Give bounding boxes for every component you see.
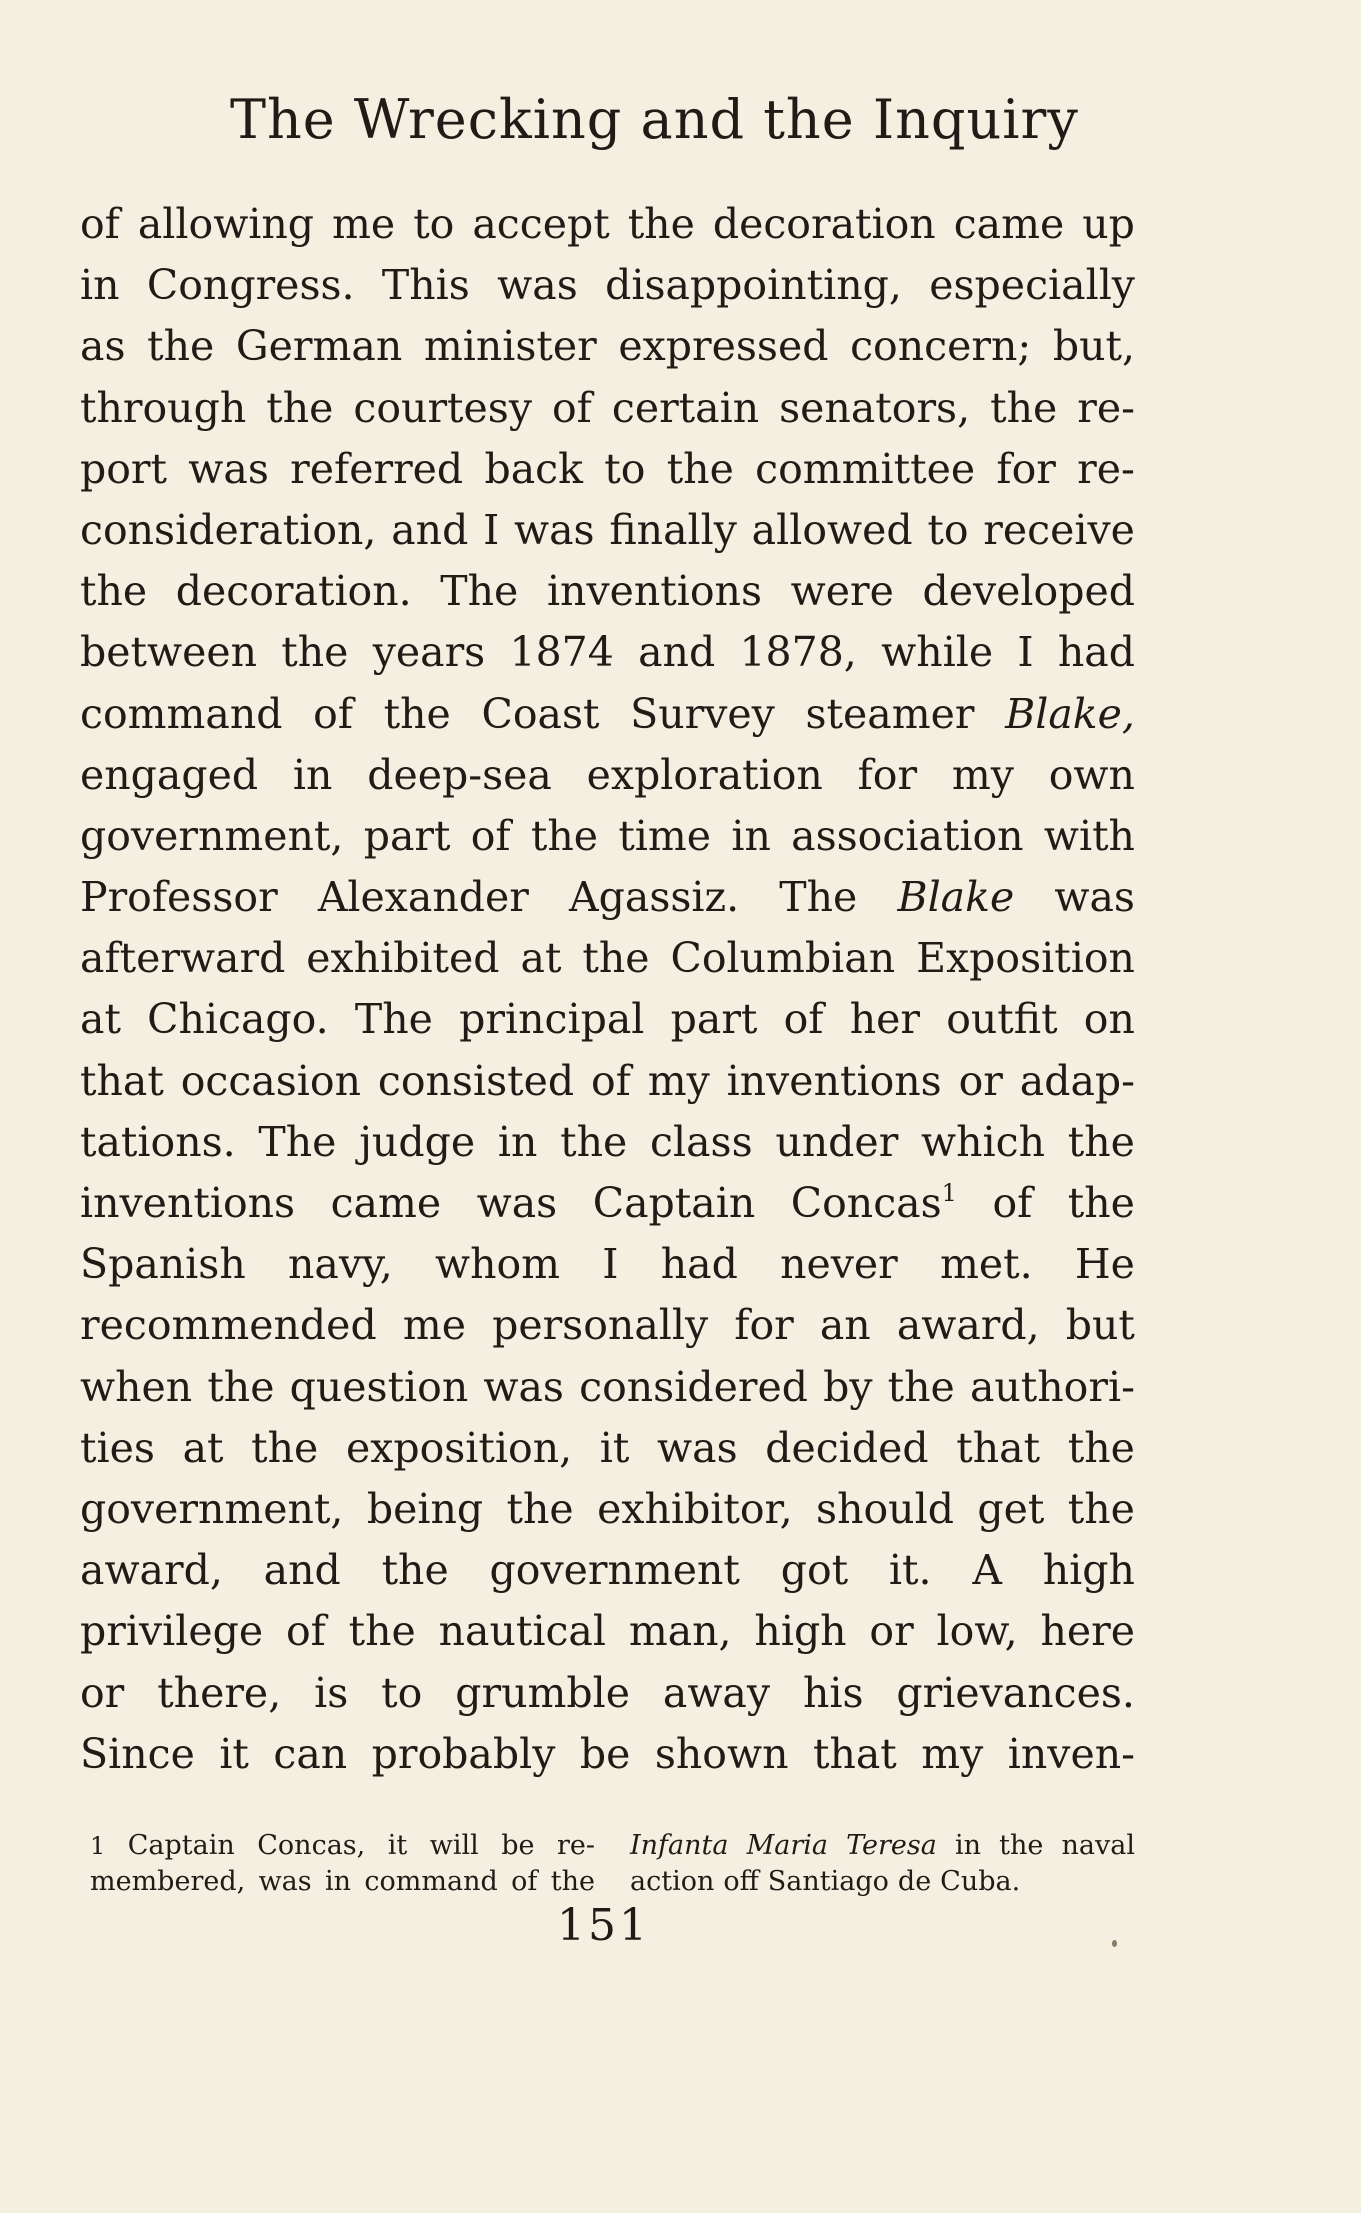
word: Exposition xyxy=(916,934,1135,983)
word: the xyxy=(990,383,1058,432)
word: Captain xyxy=(592,1179,756,1227)
word: of xyxy=(552,383,592,432)
word: of xyxy=(783,995,824,1044)
word: tations. xyxy=(80,1117,236,1166)
word: her xyxy=(849,995,920,1044)
word: This xyxy=(381,261,470,310)
word: in xyxy=(292,750,333,799)
word: principal xyxy=(459,995,645,1044)
word: personally xyxy=(492,1301,709,1350)
word: was xyxy=(188,444,269,493)
word: in xyxy=(497,1117,538,1166)
word: Columbian xyxy=(670,934,896,983)
text-line xyxy=(80,622,1135,683)
word: membered, xyxy=(90,1866,246,1897)
word: or xyxy=(80,1668,125,1717)
word: committee xyxy=(755,444,976,493)
word: or xyxy=(869,1607,914,1656)
word: my xyxy=(921,1729,984,1778)
word: government xyxy=(489,1546,740,1595)
word: decoration. xyxy=(175,567,412,616)
word: the xyxy=(1067,1484,1135,1533)
text-line xyxy=(80,1234,1135,1295)
word: but, xyxy=(1052,322,1135,371)
word: years xyxy=(372,628,486,677)
text-line xyxy=(80,1173,1135,1234)
word: had xyxy=(660,1240,738,1289)
word: Santiago xyxy=(767,1866,889,1897)
word: with xyxy=(1043,811,1135,860)
word: The xyxy=(354,995,433,1044)
word: that xyxy=(956,1423,1041,1472)
word: the xyxy=(1067,1179,1135,1227)
word: privilege xyxy=(80,1607,264,1656)
word: grumble xyxy=(455,1668,630,1717)
word: the xyxy=(251,1423,319,1472)
word: was xyxy=(476,1179,558,1227)
word: authori- xyxy=(969,1362,1135,1411)
word: developed xyxy=(922,567,1135,616)
word: the xyxy=(999,1830,1044,1861)
text-line xyxy=(80,1724,1135,1785)
word: grievances. xyxy=(896,1668,1135,1717)
text-line xyxy=(80,1663,1135,1724)
word: high xyxy=(754,1607,847,1656)
word: steamer xyxy=(805,689,975,738)
word: came xyxy=(953,200,1065,248)
word: senators, xyxy=(779,383,971,432)
word: the xyxy=(266,383,334,432)
text-line xyxy=(80,806,1135,867)
text-line xyxy=(80,684,1135,745)
word: deep-sea xyxy=(367,750,552,799)
word: the xyxy=(582,934,650,983)
word: I xyxy=(483,505,500,554)
footnote-marker: 1 xyxy=(90,1832,106,1860)
word: Cuba. xyxy=(940,1866,1021,1897)
word: inventions xyxy=(80,1179,296,1227)
word: the xyxy=(281,628,349,677)
word: was xyxy=(514,505,595,554)
word: referred xyxy=(290,444,464,493)
text-line xyxy=(80,1112,1135,1173)
text-line xyxy=(80,1295,1135,1356)
text-line xyxy=(80,378,1135,439)
word: the xyxy=(550,1866,595,1897)
word: of xyxy=(470,811,511,860)
word: part xyxy=(670,995,758,1044)
text-line xyxy=(80,745,1135,806)
word: high xyxy=(1042,1546,1135,1595)
word: met. xyxy=(940,1240,1033,1289)
word: but xyxy=(1065,1301,1135,1350)
word: Agassiz. xyxy=(569,873,740,922)
word: exploration xyxy=(586,750,823,799)
word: was xyxy=(258,1866,312,1897)
word: award, xyxy=(80,1546,223,1595)
word: of xyxy=(285,1607,326,1656)
word: government, xyxy=(80,811,344,860)
word: and xyxy=(391,505,469,554)
footnote xyxy=(90,1828,1135,1900)
word: allowing xyxy=(137,200,315,248)
word: government, xyxy=(80,1484,344,1533)
word: The xyxy=(779,873,858,922)
word: came xyxy=(330,1179,442,1227)
word: expressed xyxy=(618,322,829,371)
word: is xyxy=(314,1668,349,1717)
body-text xyxy=(80,194,1135,1785)
word: my xyxy=(951,750,1014,799)
word: which xyxy=(921,1117,1046,1166)
word: Concas, xyxy=(257,1830,366,1861)
word: it xyxy=(219,1729,249,1778)
word: The xyxy=(258,1117,337,1166)
text-line xyxy=(80,500,1135,561)
word: probably xyxy=(371,1729,556,1778)
word: were xyxy=(790,567,894,616)
word: German xyxy=(235,322,403,371)
word: was xyxy=(657,1423,738,1472)
word: Infanta xyxy=(630,1830,729,1861)
word: ties xyxy=(80,1423,155,1472)
word: de xyxy=(897,1866,932,1897)
word: can xyxy=(273,1729,348,1778)
paper-speck xyxy=(1112,1940,1117,1947)
word: in xyxy=(80,261,120,310)
word: class xyxy=(650,1117,753,1166)
text-line xyxy=(80,1357,1135,1418)
word: to xyxy=(604,444,646,493)
word: He xyxy=(1074,1240,1135,1289)
word: question xyxy=(289,1362,469,1411)
word: me xyxy=(332,200,396,248)
word: the xyxy=(1067,1117,1135,1166)
word: command xyxy=(364,1866,498,1897)
footnote-line xyxy=(630,1828,1135,1864)
word: to xyxy=(927,505,969,554)
word: exhibitor, xyxy=(597,1484,793,1533)
footnote-left-column xyxy=(90,1828,595,1900)
word: 1878, xyxy=(739,628,857,677)
word: of xyxy=(313,689,354,738)
word: inven- xyxy=(1007,1729,1135,1778)
word: considered xyxy=(579,1362,808,1411)
word: and xyxy=(263,1546,341,1595)
word: get xyxy=(977,1484,1045,1533)
word: of xyxy=(511,1866,538,1897)
word: own xyxy=(1048,750,1135,799)
text-line xyxy=(80,989,1135,1050)
word: minister xyxy=(423,322,597,371)
word: for xyxy=(996,444,1056,493)
word: Coast xyxy=(481,689,600,738)
footnote-line xyxy=(90,1864,595,1900)
word: the xyxy=(207,1362,275,1411)
word: of xyxy=(992,1179,1033,1227)
word: Alexander xyxy=(317,873,529,922)
word: the xyxy=(383,689,451,738)
word: certain xyxy=(611,383,760,432)
word: time xyxy=(618,811,712,860)
word: should xyxy=(816,1484,954,1533)
word: exposition, xyxy=(345,1423,573,1472)
word: while xyxy=(881,628,994,677)
word: Chicago. xyxy=(147,995,329,1044)
word: it xyxy=(599,1423,630,1472)
word: accept xyxy=(472,200,610,248)
word: me xyxy=(402,1301,466,1350)
word: being xyxy=(366,1484,484,1533)
word: concern; xyxy=(850,322,1032,371)
footnote-line xyxy=(90,1828,595,1864)
word: the xyxy=(627,200,695,248)
word: afterward xyxy=(80,934,286,983)
word: through xyxy=(80,383,247,432)
footnote-reference: 1 xyxy=(941,1179,957,1207)
word: had xyxy=(1057,628,1135,677)
word: it xyxy=(387,1830,408,1861)
word: his xyxy=(802,1668,864,1717)
word: I xyxy=(1017,628,1034,677)
word: inventions xyxy=(546,567,763,616)
word: Concas$^1$ xyxy=(790,1179,957,1227)
word: I xyxy=(602,1240,619,1289)
word: command xyxy=(80,689,283,738)
word: especially xyxy=(929,261,1135,310)
word: Captain xyxy=(127,1830,235,1861)
text-line xyxy=(80,1601,1135,1662)
word: Blake xyxy=(897,873,1015,922)
word: finally xyxy=(609,505,737,554)
word: re- xyxy=(556,1830,595,1861)
word: was xyxy=(497,261,578,310)
word: between xyxy=(80,628,258,677)
word: award, xyxy=(896,1301,1040,1350)
word: away xyxy=(662,1668,771,1717)
word: there, xyxy=(157,1668,282,1717)
word: action xyxy=(630,1866,715,1897)
word: low, xyxy=(936,1607,1018,1656)
word: receive xyxy=(983,505,1135,554)
text-line xyxy=(80,1051,1135,1112)
word: judge xyxy=(359,1117,476,1166)
word: here xyxy=(1040,1607,1135,1656)
word: shown xyxy=(654,1729,789,1778)
text-line xyxy=(80,439,1135,500)
word: the xyxy=(560,1117,628,1166)
word: Professor xyxy=(80,873,278,922)
word: off xyxy=(723,1866,759,1897)
word: by xyxy=(823,1362,873,1411)
word: be xyxy=(501,1830,535,1861)
word: Teresa xyxy=(846,1830,937,1861)
word: Blake, xyxy=(1005,689,1135,738)
word: for xyxy=(734,1301,794,1350)
word: re- xyxy=(1077,444,1135,493)
word: allowed xyxy=(751,505,913,554)
word: disappointing, xyxy=(605,261,902,310)
word: on xyxy=(1083,995,1135,1044)
word: consisted xyxy=(377,1056,575,1105)
word: the xyxy=(80,567,148,616)
word: got xyxy=(780,1546,849,1595)
word: adap- xyxy=(1019,1056,1135,1105)
text-line xyxy=(80,1479,1135,1540)
word: re- xyxy=(1077,383,1135,432)
word: recommended xyxy=(80,1301,377,1350)
word: when xyxy=(80,1362,193,1411)
word: navy, xyxy=(287,1240,393,1289)
word: A xyxy=(972,1546,1002,1595)
word: part xyxy=(363,811,451,860)
word: of xyxy=(80,200,120,248)
footnote-right-column xyxy=(630,1828,1135,1900)
word: occasion xyxy=(180,1056,361,1105)
word: and xyxy=(638,628,716,677)
word: man, xyxy=(628,1607,732,1656)
word: Since xyxy=(80,1729,195,1778)
word: Spanish xyxy=(80,1240,246,1289)
word: naval xyxy=(1061,1830,1135,1861)
word: at xyxy=(520,934,562,983)
running-head: The Wrecking and the Inquiry xyxy=(230,88,1079,151)
word: inventions xyxy=(726,1056,942,1105)
word: my xyxy=(647,1056,710,1105)
word: be xyxy=(579,1729,631,1778)
word: in xyxy=(731,811,771,860)
word: engaged xyxy=(80,750,259,799)
word: the xyxy=(506,1484,574,1533)
word: at xyxy=(182,1423,224,1472)
word: back xyxy=(484,444,583,493)
text-line xyxy=(80,1418,1135,1479)
word: exhibited xyxy=(306,934,500,983)
word: port xyxy=(80,444,168,493)
word: association xyxy=(791,811,1024,860)
text-line xyxy=(80,561,1135,622)
footnote-line xyxy=(630,1864,1135,1900)
word: the xyxy=(147,322,215,371)
word: in xyxy=(954,1830,982,1861)
word: decoration xyxy=(712,200,936,248)
word: in xyxy=(325,1866,352,1897)
word: or xyxy=(958,1056,1003,1105)
word: for xyxy=(857,750,918,799)
word: it. xyxy=(888,1546,932,1595)
word: whom xyxy=(434,1240,561,1289)
word: the xyxy=(666,444,734,493)
word: was xyxy=(1054,873,1135,922)
word: that xyxy=(812,1729,897,1778)
word: the xyxy=(1067,1423,1135,1472)
word: the xyxy=(348,1607,416,1656)
word: to xyxy=(413,200,455,248)
word: an xyxy=(819,1301,871,1350)
text-line xyxy=(80,928,1135,989)
word: at xyxy=(80,995,121,1044)
word: Maria xyxy=(746,1830,828,1861)
word: the xyxy=(530,811,599,860)
word: The xyxy=(440,567,519,616)
text-line xyxy=(80,316,1135,377)
word: the xyxy=(887,1362,955,1411)
word: was xyxy=(483,1362,564,1411)
word: the xyxy=(381,1546,449,1595)
word: decided xyxy=(765,1423,929,1472)
word: that xyxy=(80,1056,164,1105)
text-line xyxy=(80,1540,1135,1601)
word: never xyxy=(780,1240,898,1289)
word: Congress. xyxy=(146,261,355,310)
word: of xyxy=(590,1056,631,1105)
word: to xyxy=(381,1668,423,1717)
word: will xyxy=(429,1830,479,1861)
page-number: 151 xyxy=(557,1900,650,1951)
text-line xyxy=(80,867,1135,928)
word: 1874 xyxy=(509,628,614,677)
text-line xyxy=(80,255,1135,316)
word: nautical xyxy=(438,1607,606,1656)
word: as xyxy=(80,322,126,371)
word: up xyxy=(1082,200,1135,248)
word: Survey xyxy=(630,689,775,738)
word: courtesy xyxy=(353,383,532,432)
word: under xyxy=(775,1117,899,1166)
word: consideration, xyxy=(80,505,377,554)
text-line xyxy=(80,194,1135,255)
word: outfit xyxy=(946,995,1058,1044)
